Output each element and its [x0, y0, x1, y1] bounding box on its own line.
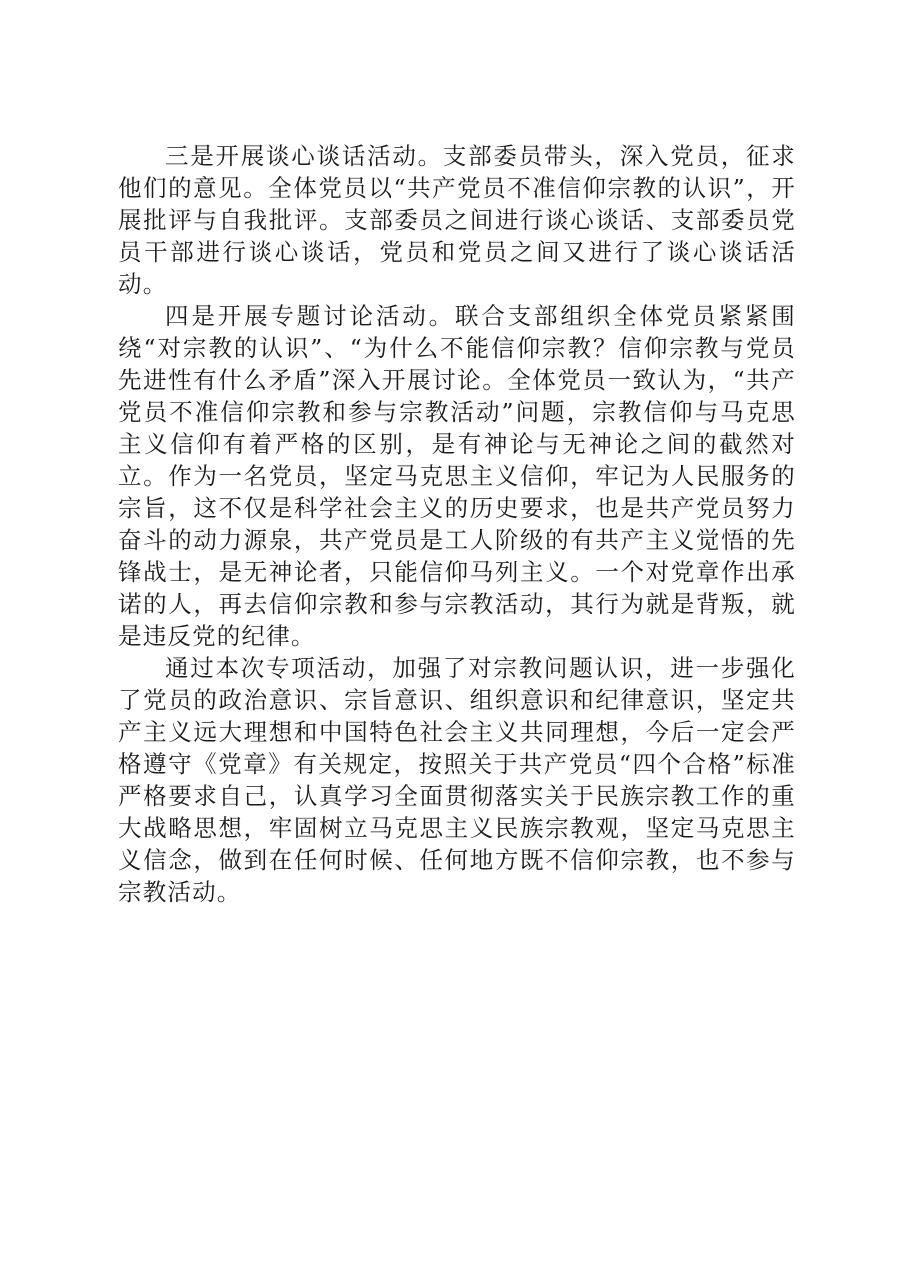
paragraph-talk-activity: 三是开展谈心谈话活动。支部委员带头，深入党员，征求他们的意见。全体党员以“共产党员不准信仰宗教的认识”，开展批评与自我批评。支部委员之间进行谈心谈话、支部委员党员干部进行谈心谈话，党员和党员之间又进行了谈心谈话活动。 — [118, 142, 796, 298]
document-body — [118, 140, 796, 908]
paragraph-discussion-activity: 四是开展专题讨论活动。联合支部组织全体党员紧紧围绕“对宗教的认识”、“为什么不能信仰宗教？信仰宗教与党员先进性有什么矛盾”深入开展讨论。全体党员一致认为，“共产党员不准信仰宗教和参与宗教活动”问题，宗教信仰与马克思主义信仰有着严格的区别，是有神论与无神论之间的截然对立。作为一名党员，坚定马克思主义信仰，牢记为人民服务的宗旨，这不仅是科学社会主义的历史要求，也是共产党员努力奋斗的动力源泉，共产党员是工人阶级的有共产主义觉悟的先锋战士，是无神论者，只能信仰马列主义。一个对党章作出承诺的人，再去信仰宗教和参与宗教活动，其行为就是背叛，就是违反党的纪律。 — [118, 302, 796, 650]
paragraph-conclusion: 通过本次专项活动，加强了对宗教问题认识，进一步强化了党员的政治意识、宗旨意识、组织意识和纪律意识，坚定共产主义远大理想和中国特色社会主义共同理想，今后一定会严格遵守《党章》有关规定，按照关于共产党员“四个合格”标准严格要求自己，认真学习全面贯彻落实关于民族宗教工作的重大战略思想，牢固树立马克思主义民族宗教观，坚定马克思主义信念，做到在任何时候、任何地方既不信仰宗教，也不参与宗教活动。 — [118, 654, 796, 906]
